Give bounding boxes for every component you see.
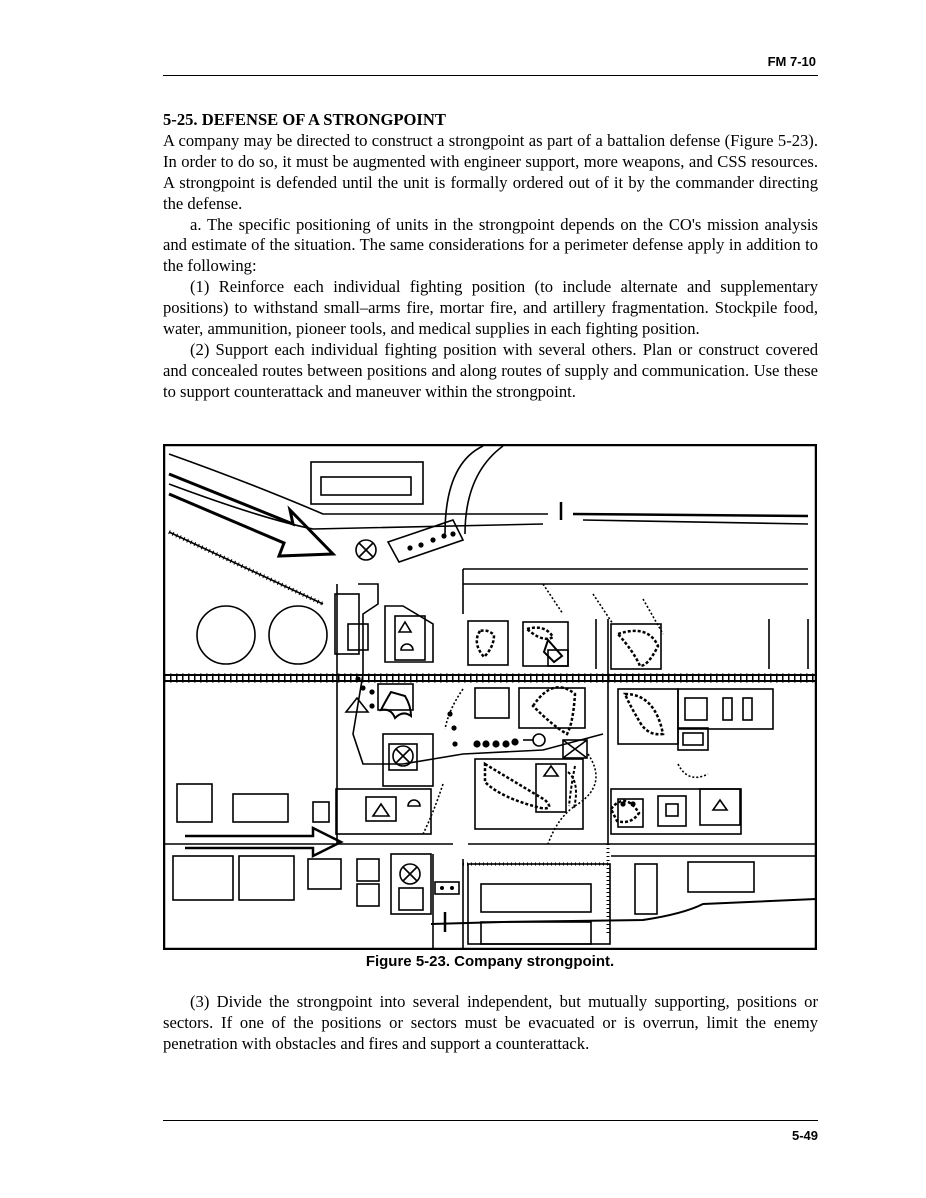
building — [366, 797, 396, 821]
building — [688, 862, 754, 892]
strongpoint-diagram — [163, 444, 817, 950]
building — [685, 698, 707, 720]
building — [239, 856, 294, 900]
road-line — [573, 514, 808, 516]
fighting-position — [618, 631, 658, 666]
section-body-continued — [163, 992, 818, 1055]
section-body — [163, 110, 818, 403]
wire-obstacle — [381, 692, 411, 718]
figure-caption: Figure 5-23. Company strongpoint. — [365, 953, 615, 970]
building — [700, 789, 740, 825]
page-number: 5-49 — [791, 1128, 818, 1143]
gun-position-icon — [533, 734, 545, 746]
item-1: (1) Reinforce each individual fighting position (to include alternate and supplementary positions) to withstand small–arms fire, mortar fire, and artillery fragmentation. Stockpile food, water, ammunition, pioneer tools, and medical supplies in each fighting position. — [163, 277, 818, 339]
paragraph-a: a. The specific positioning of units in the strongpoint depends on the CO's mission analysis and estimate of the situation. The same considerations for a perimeter defense apply in addition to the following: — [163, 214, 818, 276]
building — [658, 796, 686, 826]
building — [313, 802, 329, 822]
defensive-position-icon — [399, 622, 411, 632]
defensive-position-icon — [713, 800, 727, 810]
building — [233, 794, 288, 822]
storage-tank — [197, 606, 255, 664]
enemy-attack-arrow — [185, 828, 341, 856]
fighting-position — [544, 640, 562, 662]
header-rule — [163, 75, 818, 76]
building — [743, 698, 752, 720]
building — [723, 698, 732, 720]
building — [468, 621, 508, 665]
road-line — [583, 520, 808, 524]
fighting-position — [533, 687, 575, 734]
road-line — [465, 446, 503, 534]
command-post-icon — [403, 867, 417, 881]
building — [311, 462, 423, 504]
building — [468, 864, 610, 944]
observation-post-icon — [401, 644, 413, 650]
fighting-position — [527, 628, 553, 639]
footer-rule — [163, 1120, 818, 1121]
building — [611, 624, 661, 669]
fighting-position — [477, 631, 494, 658]
building — [177, 784, 212, 822]
item-2: (2) Support each individual fighting position with several others. Plan or construct covered and concealed routes between positions and along routes of supply and communication. Use these to support counterattack and maneuver within the strongpoint. — [163, 339, 818, 401]
building — [395, 616, 425, 660]
fighting-position — [485, 764, 549, 808]
diagram-frame — [164, 445, 816, 949]
manual-number: FM 7-10 — [767, 54, 816, 69]
fighting-position — [625, 694, 663, 734]
building — [635, 864, 657, 914]
defensive-position-icon — [544, 766, 558, 776]
building — [173, 856, 233, 900]
building — [481, 884, 591, 912]
building — [308, 859, 341, 889]
observation-post-icon — [408, 800, 420, 806]
road-line — [169, 484, 543, 529]
supply-point — [563, 740, 587, 758]
defensive-position-icon — [373, 804, 389, 816]
building — [683, 733, 703, 745]
building — [357, 859, 379, 881]
building — [399, 888, 423, 910]
building — [321, 477, 411, 495]
command-post-icon — [359, 543, 373, 557]
wire-obstacle — [169, 532, 323, 604]
building — [348, 624, 368, 650]
intro-paragraph: A company may be directed to construct a strongpoint as part of a battalion defense (Figure 5-23). In order to do so, it must be augmented with engineer support, more weapons, and CSS resources. A strongpoint is defended until the unit is formally ordered out of it by the commander directing the defense. — [163, 130, 818, 213]
building — [481, 922, 591, 944]
storage-tank — [269, 606, 327, 664]
building — [435, 882, 459, 894]
fighting-position — [568, 766, 576, 808]
item-3: (3) Divide the strongpoint into several independent, but mutually supporting, positions or sectors. If one of the positions or sectors must be evacuated or is overrun, limit the enemy penetration with obstacles and fires and support a counterattack. — [163, 992, 818, 1053]
building — [336, 789, 431, 834]
building — [666, 804, 678, 816]
building — [357, 884, 379, 906]
command-post-icon — [396, 749, 410, 763]
building — [678, 689, 773, 729]
building — [475, 688, 509, 718]
section-title: 5-25. DEFENSE OF A STRONGPOINT — [163, 110, 446, 129]
building — [536, 764, 566, 812]
